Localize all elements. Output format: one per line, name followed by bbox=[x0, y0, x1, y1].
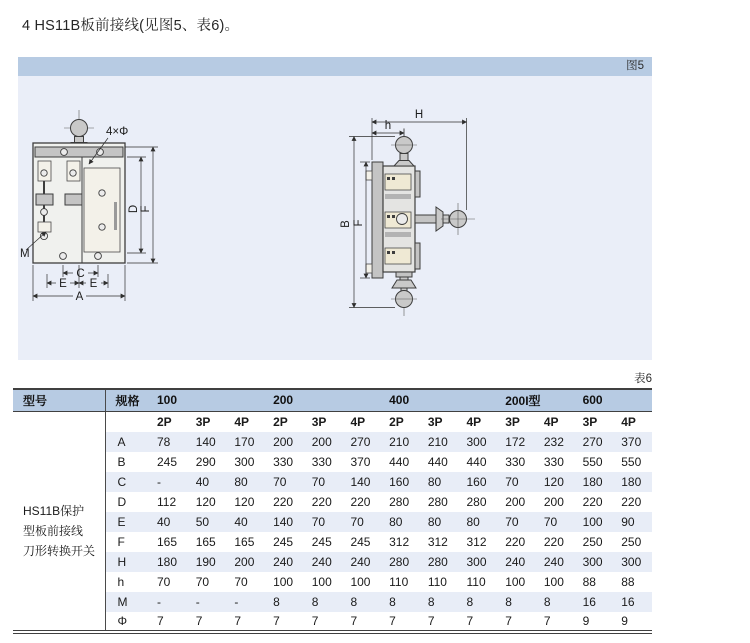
value-cell: 440 bbox=[389, 455, 410, 469]
value-cell: 270 bbox=[575, 432, 614, 452]
value-cell: 300 bbox=[575, 552, 614, 572]
value-cell: 200 bbox=[505, 495, 526, 509]
dimension-table bbox=[13, 388, 652, 634]
value-cell: 220 bbox=[543, 535, 564, 549]
value-cell: 200 bbox=[543, 495, 564, 509]
group-header: 400 bbox=[381, 389, 497, 411]
value-cell: 312 bbox=[427, 535, 448, 549]
pole-header: 3P bbox=[304, 411, 343, 432]
pole-header: 4P bbox=[342, 411, 381, 432]
side-view-drawing bbox=[340, 109, 475, 316]
value-cell: 8 bbox=[497, 592, 536, 612]
page-title: 4 HS11B板前接线(见图5、表6)。 bbox=[22, 18, 240, 34]
dim-d-label: D bbox=[128, 204, 140, 214]
value-cell: 80 bbox=[459, 512, 498, 532]
value-cell: 220 bbox=[311, 495, 332, 509]
value-cell: 550 bbox=[621, 455, 642, 469]
value-cell: 8 bbox=[420, 592, 459, 612]
table-body bbox=[13, 432, 652, 632]
value-cell: 370 bbox=[350, 455, 371, 469]
value-cell: 440 bbox=[427, 455, 448, 469]
spec-column-header: 规格 bbox=[105, 389, 149, 411]
value-cell: 220 bbox=[505, 535, 526, 549]
value-cell: 70 bbox=[157, 575, 171, 589]
value-cell: 200 bbox=[265, 432, 304, 452]
pole-header: 2P bbox=[149, 411, 188, 432]
value-cell: 88 bbox=[621, 575, 635, 589]
table-row bbox=[13, 472, 652, 492]
value-cell: 8 bbox=[304, 592, 343, 612]
value-cell: 70 bbox=[234, 575, 248, 589]
value-cell: 100 bbox=[311, 575, 332, 589]
value-cell: 165 bbox=[234, 535, 255, 549]
table-row bbox=[13, 572, 652, 592]
figure-canvas bbox=[18, 76, 652, 360]
dim-label-cell: Φ bbox=[117, 614, 128, 628]
table-row bbox=[13, 552, 652, 572]
pole-header: 4P bbox=[536, 411, 575, 432]
value-cell: 165 bbox=[157, 535, 178, 549]
value-cell: 70 bbox=[304, 472, 343, 492]
table-row bbox=[13, 512, 652, 532]
value-cell: 140 bbox=[342, 472, 381, 492]
value-cell: 110 bbox=[389, 575, 409, 589]
value-cell: 300 bbox=[613, 552, 652, 572]
group-header: 200I型 bbox=[497, 389, 574, 411]
value-cell: 8 bbox=[459, 592, 498, 612]
value-cell: 120 bbox=[195, 495, 216, 509]
dim-h-upper-label: H bbox=[414, 109, 424, 121]
table-header-row-1 bbox=[13, 389, 652, 411]
value-cell: 80 bbox=[420, 472, 459, 492]
pole-header: 3P bbox=[497, 411, 536, 432]
hole-note-label: 4×Φ bbox=[106, 126, 129, 138]
value-cell: 330 bbox=[273, 455, 294, 469]
value-cell: 440 bbox=[466, 455, 487, 469]
value-cell: 7 bbox=[505, 614, 512, 628]
table-row bbox=[13, 492, 652, 512]
value-cell: 7 bbox=[427, 614, 435, 628]
value-cell: 50 bbox=[188, 512, 227, 532]
value-cell: 16 bbox=[613, 592, 652, 612]
value-cell: 220 bbox=[273, 495, 294, 509]
value-cell: 7 bbox=[350, 614, 358, 628]
value-cell: 300 bbox=[459, 432, 498, 452]
value-cell: 100 bbox=[543, 575, 564, 589]
value-cell: 300 bbox=[234, 455, 255, 469]
value-cell: 7 bbox=[234, 614, 242, 628]
pole-header: 4P bbox=[226, 411, 265, 432]
value-cell: 40 bbox=[226, 512, 265, 532]
value-cell: 312 bbox=[466, 535, 487, 549]
value-cell: 40 bbox=[188, 472, 227, 492]
model-name-cell bbox=[13, 432, 105, 632]
dim-f-front-label: F bbox=[140, 205, 152, 213]
value-cell: 280 bbox=[389, 495, 410, 509]
value-cell: 120 bbox=[234, 495, 255, 509]
value-cell: 290 bbox=[195, 455, 216, 469]
value-cell: 220 bbox=[350, 495, 371, 509]
table-row bbox=[13, 532, 652, 552]
model-name-line: HS11B保护 bbox=[23, 504, 85, 518]
value-cell: 280 bbox=[466, 495, 487, 509]
value-cell: 110 bbox=[427, 575, 447, 589]
value-cell: 80 bbox=[226, 472, 265, 492]
value-cell: 70 bbox=[497, 472, 536, 492]
value-cell: 330 bbox=[505, 455, 526, 469]
value-cell: 270 bbox=[342, 432, 381, 452]
figure-label: 图5 bbox=[18, 57, 652, 76]
value-cell: 80 bbox=[420, 512, 459, 532]
group-header: 600 bbox=[575, 389, 652, 411]
table-row bbox=[13, 612, 652, 632]
value-cell: 300 bbox=[459, 552, 498, 572]
value-cell: 9 bbox=[582, 614, 590, 628]
value-cell: 330 bbox=[543, 455, 564, 469]
dim-label-cell: B bbox=[117, 455, 126, 469]
value-cell: 70 bbox=[304, 512, 343, 532]
value-cell: 200 bbox=[226, 552, 265, 572]
value-cell: - bbox=[149, 592, 188, 612]
value-cell: 160 bbox=[459, 472, 498, 492]
value-cell: 120 bbox=[536, 472, 575, 492]
table-row bbox=[13, 432, 652, 452]
model-name-line: 型板前接线 bbox=[23, 524, 84, 538]
value-cell: 7 bbox=[273, 614, 280, 628]
group-header: 100 bbox=[149, 389, 265, 411]
value-cell: 180 bbox=[575, 472, 614, 492]
m-label: M bbox=[20, 248, 30, 260]
value-cell: 7 bbox=[543, 614, 551, 628]
dim-c-label: C bbox=[76, 268, 85, 280]
value-cell: 7 bbox=[195, 614, 203, 628]
value-cell: 16 bbox=[575, 592, 614, 612]
value-cell: 70 bbox=[536, 512, 575, 532]
blank-model-cell bbox=[13, 411, 105, 432]
value-cell: 100 bbox=[505, 575, 526, 589]
dim-f-side-label: F bbox=[353, 219, 365, 227]
value-cell: 8 bbox=[381, 592, 420, 612]
value-cell: 7 bbox=[466, 614, 474, 628]
value-cell: 370 bbox=[613, 432, 652, 452]
value-cell: 250 bbox=[582, 535, 603, 549]
value-cell: 245 bbox=[157, 455, 178, 469]
pole-header: 3P bbox=[575, 411, 614, 432]
value-cell: 8 bbox=[536, 592, 575, 612]
dim-label-cell: D bbox=[117, 495, 127, 509]
value-cell: 7 bbox=[157, 614, 164, 628]
value-cell: 100 bbox=[575, 512, 614, 532]
value-cell: 240 bbox=[536, 552, 575, 572]
dim-label-cell: M bbox=[105, 592, 149, 612]
dim-label-cell: A bbox=[105, 432, 149, 452]
front-view-drawing bbox=[20, 110, 158, 303]
value-cell: 240 bbox=[342, 552, 381, 572]
dim-h-lower-label: h bbox=[384, 120, 392, 132]
value-cell: 190 bbox=[188, 552, 227, 572]
value-cell: 170 bbox=[226, 432, 265, 452]
value-cell: 220 bbox=[582, 495, 603, 509]
value-cell: 245 bbox=[350, 535, 371, 549]
dim-e-left-label: E bbox=[59, 278, 67, 290]
dim-label-cell: H bbox=[105, 552, 149, 572]
figure-panel bbox=[18, 57, 652, 360]
value-cell: 172 bbox=[497, 432, 536, 452]
value-cell: 112 bbox=[157, 495, 177, 509]
value-cell: 330 bbox=[311, 455, 332, 469]
dim-e-right-label: E bbox=[89, 278, 98, 290]
group-header: 200 bbox=[265, 389, 381, 411]
value-cell: 100 bbox=[273, 575, 294, 589]
value-cell: 210 bbox=[381, 432, 420, 452]
dim-label-cell: E bbox=[105, 512, 149, 532]
value-cell: 180 bbox=[149, 552, 188, 572]
value-cell: 40 bbox=[149, 512, 188, 532]
dimension-table-wrap bbox=[13, 388, 652, 634]
pole-header: 4P bbox=[613, 411, 652, 432]
dim-label-cell: h bbox=[117, 575, 125, 589]
dim-label-cell: F bbox=[117, 535, 125, 549]
value-cell: 8 bbox=[265, 592, 304, 612]
value-cell: 240 bbox=[304, 552, 343, 572]
dim-b-label: B bbox=[340, 220, 352, 228]
value-cell: 280 bbox=[381, 552, 420, 572]
pole-header: 3P bbox=[420, 411, 459, 432]
value-cell: - bbox=[188, 592, 227, 612]
table-label: 表6 bbox=[634, 373, 652, 385]
value-cell: 180 bbox=[613, 472, 652, 492]
value-cell: 70 bbox=[195, 575, 210, 589]
value-cell: 8 bbox=[342, 592, 381, 612]
pole-header: 2P bbox=[265, 411, 304, 432]
value-cell: 232 bbox=[536, 432, 575, 452]
value-cell: 200 bbox=[304, 432, 343, 452]
value-cell: 245 bbox=[311, 535, 332, 549]
value-cell: 280 bbox=[420, 552, 459, 572]
value-cell: - bbox=[226, 592, 265, 612]
value-cell: 110 bbox=[466, 575, 486, 589]
value-cell: 7 bbox=[311, 614, 319, 628]
dim-label-cell: C bbox=[105, 472, 149, 492]
value-cell: - bbox=[149, 472, 188, 492]
value-cell: 70 bbox=[342, 512, 381, 532]
pole-header: 2P bbox=[381, 411, 420, 432]
value-cell: 165 bbox=[195, 535, 216, 549]
value-cell: 312 bbox=[389, 535, 410, 549]
value-cell: 9 bbox=[621, 614, 628, 628]
table-row bbox=[13, 452, 652, 472]
value-cell: 88 bbox=[582, 575, 596, 589]
value-cell: 240 bbox=[265, 552, 304, 572]
value-cell: 7 bbox=[389, 614, 396, 628]
pole-header: 3P bbox=[188, 411, 227, 432]
table-header-row-2 bbox=[13, 411, 652, 432]
value-cell: 100 bbox=[350, 575, 371, 589]
value-cell: 70 bbox=[497, 512, 536, 532]
value-cell: 90 bbox=[613, 512, 652, 532]
value-cell: 280 bbox=[427, 495, 448, 509]
value-cell: 220 bbox=[621, 495, 642, 509]
blank-spec-cell bbox=[105, 411, 149, 432]
value-cell: 140 bbox=[265, 512, 304, 532]
model-name-line: 刀形转换开关 bbox=[23, 544, 96, 558]
value-cell: 240 bbox=[497, 552, 536, 572]
value-cell: 80 bbox=[381, 512, 420, 532]
model-column-header: 型号 bbox=[13, 389, 105, 411]
value-cell: 245 bbox=[273, 535, 294, 549]
pole-header: 4P bbox=[459, 411, 498, 432]
value-cell: 250 bbox=[621, 535, 642, 549]
value-cell: 550 bbox=[582, 455, 603, 469]
table-row bbox=[13, 592, 652, 612]
value-cell: 160 bbox=[381, 472, 420, 492]
value-cell: 140 bbox=[188, 432, 227, 452]
value-cell: 210 bbox=[420, 432, 459, 452]
value-cell: 78 bbox=[149, 432, 188, 452]
dim-a-label: A bbox=[75, 291, 84, 303]
value-cell: 70 bbox=[265, 472, 304, 492]
